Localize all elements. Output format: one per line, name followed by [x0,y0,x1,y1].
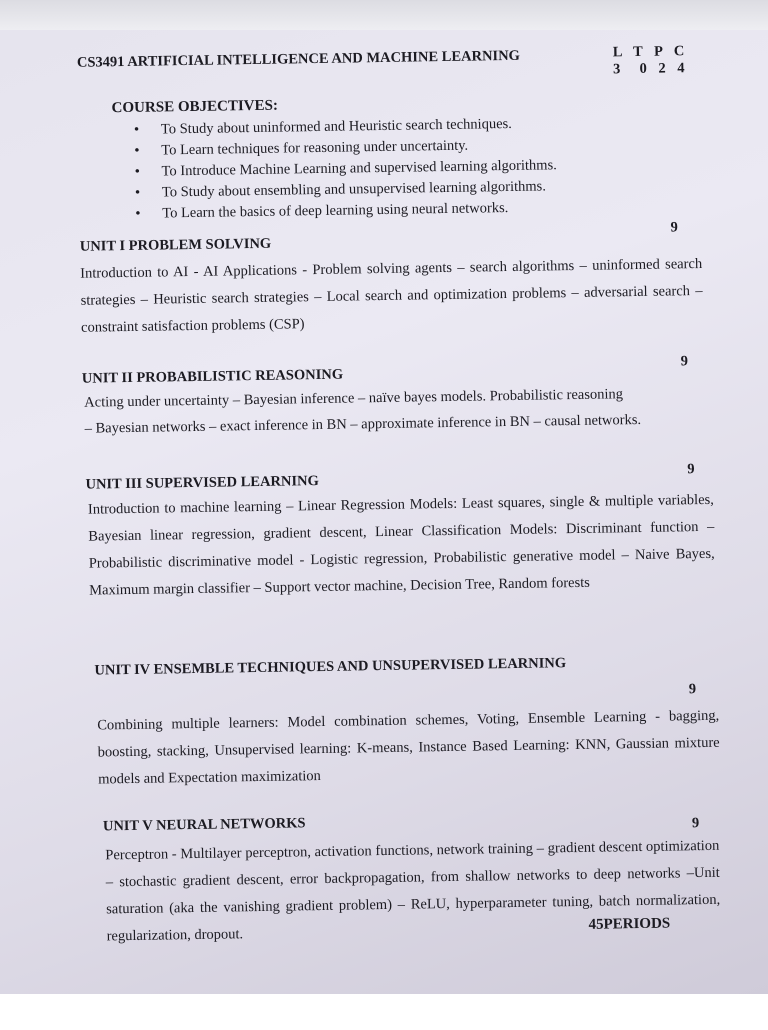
ltpc-labels: L T P C [612,43,689,61]
total-periods: 45PERIODS [588,915,671,933]
objective-item: • To Study about uninformed and Heuristic search techniques. [134,113,556,141]
objective-item: • To Study about ensembling and unsupervised learning algorithms. [135,176,557,204]
unit-5-hours: 9 [691,815,700,832]
unit-2-heading: UNIT II PROBABILISTIC REASONING [81,366,344,387]
objectives-list [134,113,558,225]
unit-3-heading: UNIT III SUPERVISED LEARNING [85,473,319,493]
unit-1-hours: 9 [670,219,678,236]
ltpc-values: 3 0 2 4 [612,60,689,78]
unit-5-heading: UNIT V NEURAL NETWORKS [102,815,306,835]
unit-3-hours: 9 [687,461,695,478]
unit-2-content-line-2: – Bayesian networks – exact inference in BN – approximate inference in BN – causal networks. [84,411,642,437]
unit-5-content: Perceptron - Multilayer perceptron, activation functions, network training – gradient descent optimization – stochastic gradient descent, error backpropagation, from shallow networks to deep networks –Unit saturation (aka the vanishing gradient problem) – ReLU, hyperparameter tuning, batch normalization, regularization, dropout. [105,837,721,945]
unit-1-heading: UNIT I PROBLEM SOLVING [79,235,272,255]
unit-2-content-line-1: Acting under uncertainty – Bayesian inference – naïve bayes models. Probabilistic reasoning [84,386,624,411]
unit-4-hours: 9 [688,681,697,698]
unit-4-heading: UNIT IV ENSEMBLE TECHNIQUES AND UNSUPERVISED LEARNING [94,655,567,679]
objective-item: • To Learn techniques for reasoning under uncertainty. [134,134,556,162]
unit-2-hours: 9 [680,353,689,370]
objective-item: • To Learn the basics of deep learning using neural networks. [135,197,557,225]
objective-item: • To Introduce Machine Learning and supervised learning algorithms. [134,155,556,183]
ltpc-block [613,43,689,78]
course-title: CS3491 ARTIFICIAL INTELLIGENCE AND MACHINE LEARNING [76,47,521,71]
unit-3-content: Introduction to machine learning – Linear Regression Models: Least squares, single & multiple variables, Bayesian linear regression, gradient descent, Linear Classification Models: Discriminant function – Probabilistic discriminative model - Logistic regression, Probabilistic generative model – Naive Bayes, Maximum margin classifier – Support vector machine, Decision Tree, Random forests [87,491,715,599]
unit-1-content: Introduction to AI - AI Applications - Problem solving agents – search algorithms – uninformed search strategies – Heuristic search strategies – Local search and optimization problems – adversarial search – constraint satisfaction problems (CSP) [80,255,703,336]
objectives-heading: COURSE OBJECTIVES: [111,97,279,117]
unit-4-content: Combining multiple learners: Model combination schemes, Voting, Ensemble Learning - bagging, boosting, stacking, Unsupervised learning: K-means, Instance Based Learning: KNN, Gaussian mixture models and Expectation maximization [97,707,720,788]
